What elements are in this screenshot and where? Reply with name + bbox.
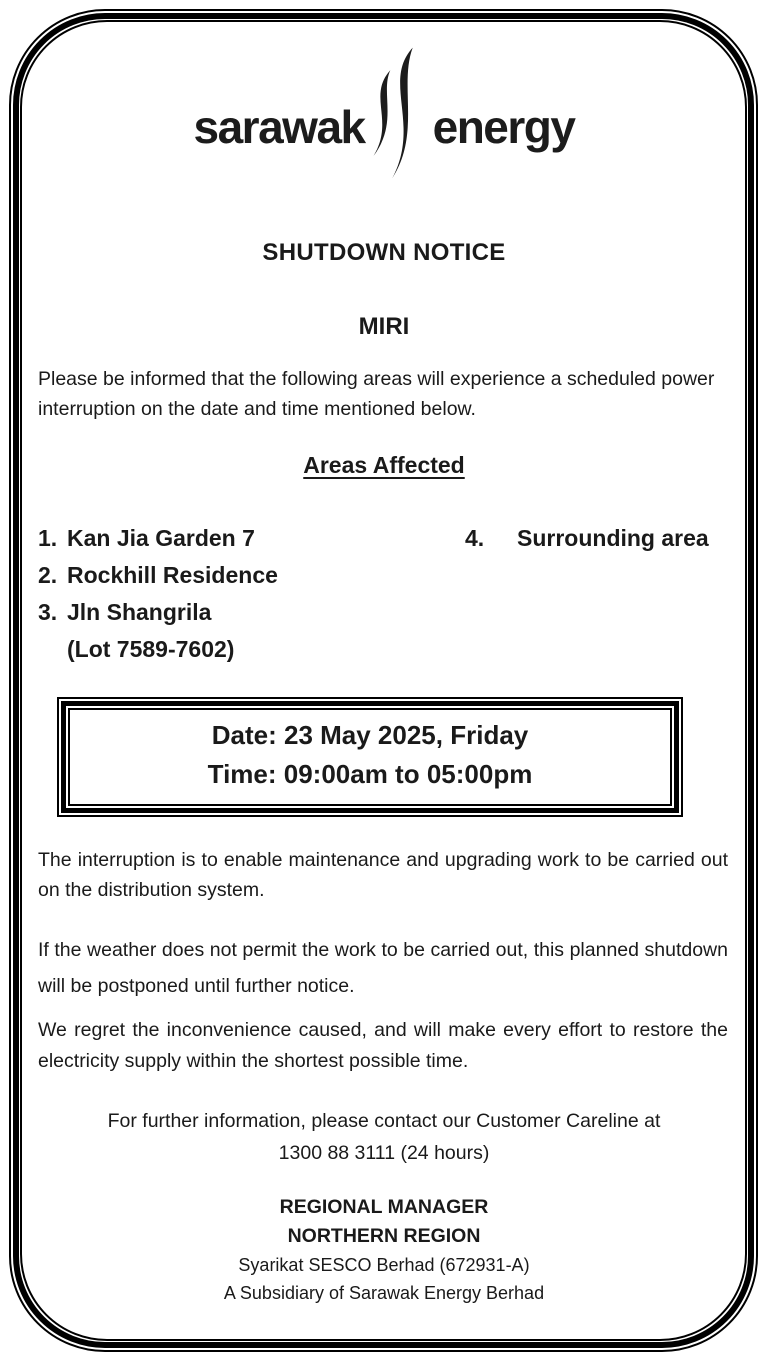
areas-list-right-column — [465, 520, 728, 668]
area-number: 4. — [465, 525, 485, 551]
area-item-2 — [38, 557, 465, 594]
area-sublabel: (Lot 7589-7602) — [67, 636, 235, 662]
body-paragraph-maintenance: The interruption is to enable maintenance and upgrading work to be carried out on the distribution system. — [38, 849, 728, 901]
flame-icon — [367, 44, 423, 182]
body-paragraph-regret: We regret the inconvenience caused, and will make every effort to restore the electricity supply within the shortest possible time. — [38, 1019, 728, 1072]
careline-info — [0, 1105, 768, 1169]
signoff-region: NORTHERN REGION — [287, 1225, 481, 1247]
area-label: Surrounding area — [517, 525, 709, 551]
schedule-time: Time: 09:00am to 05:00pm — [207, 759, 533, 789]
sarawak-energy-logo — [0, 56, 768, 198]
area-label: Jln Shangrila — [67, 599, 212, 625]
schedule-box-inner — [68, 708, 672, 806]
area-item-1 — [38, 520, 465, 557]
signoff-block — [0, 1193, 768, 1307]
area-label: Rockhill Residence — [67, 562, 278, 588]
schedule-box — [57, 697, 683, 817]
signoff-subsidiary: A Subsidiary of Sarawak Energy Berhad — [223, 1283, 545, 1303]
areas-list-left-column — [38, 520, 465, 668]
areas-affected-heading: Areas Affected — [303, 452, 465, 478]
schedule-date: Date: 23 May 2025, Friday — [211, 720, 529, 750]
area-item-3 — [38, 594, 465, 631]
schedule-box-middle-border — [61, 701, 679, 813]
notice-title: SHUTDOWN NOTICE — [262, 239, 506, 266]
areas-list — [38, 520, 728, 668]
body-paragraph-weather: If the weather does not permit the work to be carried out, this planned shutdown will be postponed until further notice. — [38, 939, 728, 997]
location-heading: MIRI — [358, 313, 410, 340]
area-number: 3. — [38, 599, 58, 625]
intro-paragraph: Please be informed that the following areas will experience a scheduled power interruption on the date and time mentioned below. — [38, 368, 715, 420]
careline-phone: 1300 88 3111 (24 hours) — [278, 1142, 490, 1164]
area-number: 1. — [38, 525, 58, 551]
signoff-company: Syarikat SESCO Berhad (672931-A) — [238, 1255, 530, 1275]
area-number: 2. — [38, 562, 58, 588]
logo-wordmark-left: sarawak — [193, 101, 365, 153]
signoff-role: REGIONAL MANAGER — [279, 1196, 489, 1218]
area-label: Kan Jia Garden 7 — [67, 525, 255, 551]
area-item-4 — [465, 520, 728, 557]
logo-wordmark-right: energy — [432, 101, 575, 153]
careline-text: For further information, please contact our Customer Careline at — [107, 1110, 661, 1132]
